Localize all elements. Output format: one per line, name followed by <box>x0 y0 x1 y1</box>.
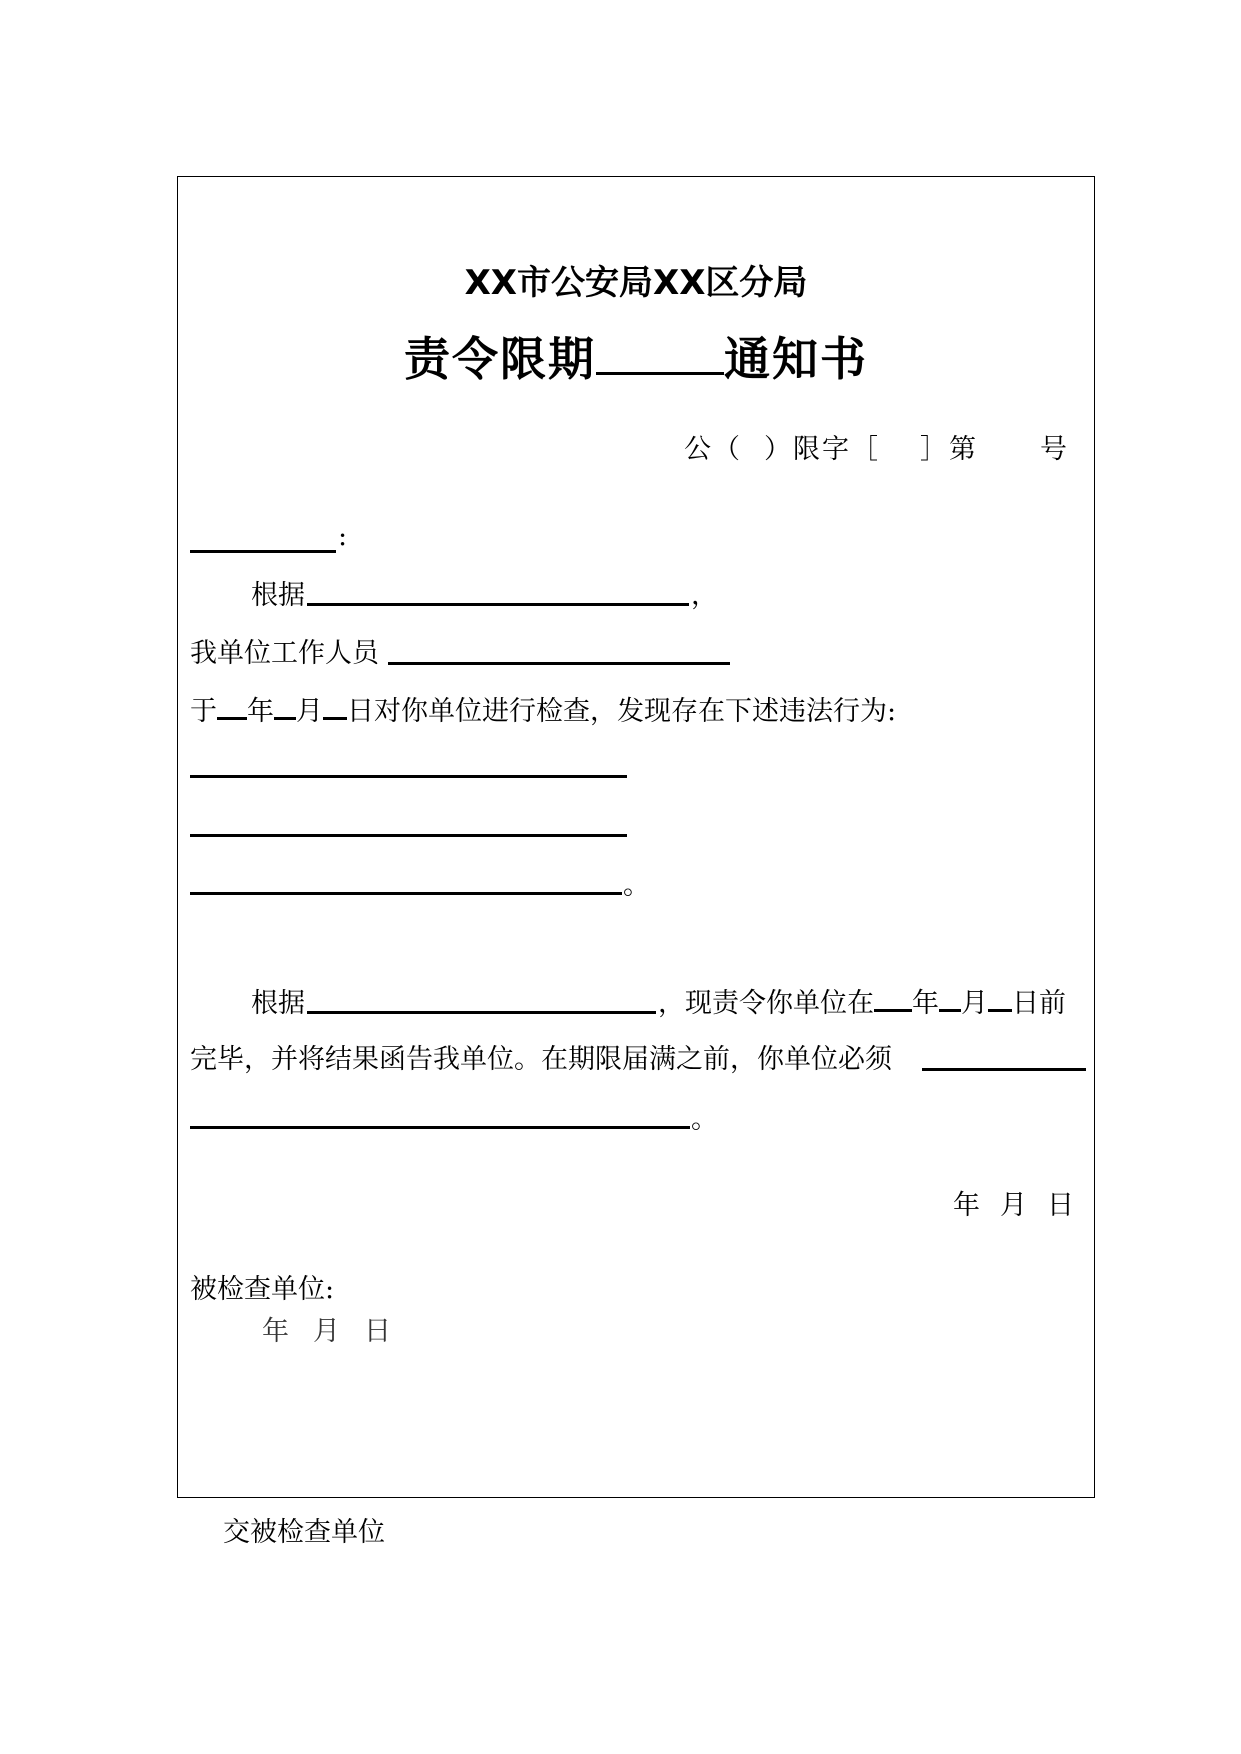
basis-prefix: 根据 <box>251 580 305 611</box>
title-left: 责令限期 <box>404 332 596 386</box>
docno-p3: ］第 <box>920 434 978 465</box>
inspection-date-line <box>190 689 896 728</box>
signature-date <box>262 1309 391 1348</box>
deadline-ri: 日前 <box>1012 988 1066 1019</box>
inspect-ri: 日对你单位进行检查，发现存在下述违法行为: <box>347 696 897 727</box>
basis-comma: ， <box>691 580 718 611</box>
issue-ri: 日 <box>1047 1190 1074 1221</box>
title-blank[interactable] <box>596 326 724 375</box>
order-mid: ，现责令你单位在 <box>658 988 874 1019</box>
sig-nian: 年 <box>262 1316 289 1347</box>
deadline-day-blank[interactable] <box>988 982 1012 1012</box>
requirement-blank-2[interactable] <box>190 1126 690 1129</box>
order-deadline-line <box>658 981 1066 1020</box>
delivery-note: 交被检查单位 <box>223 1517 385 1548</box>
violation-line-1[interactable] <box>190 775 627 778</box>
deadline-year-blank[interactable] <box>874 982 912 1012</box>
staff-prefix: 我单位工作人员 <box>190 638 379 669</box>
violation-period: 。 <box>623 870 650 901</box>
deadline-yue: 月 <box>961 988 988 1019</box>
inspect-yu: 于 <box>190 696 217 727</box>
inspect-yue: 月 <box>296 696 323 727</box>
deadline-nian: 年 <box>912 988 939 1019</box>
requirement-blank-1[interactable] <box>922 1068 1086 1071</box>
basis-blank[interactable] <box>307 603 689 606</box>
deadline-month-blank[interactable] <box>939 982 961 1012</box>
notice-form-frame <box>177 176 1095 1498</box>
docno-p4: 号 <box>1040 434 1069 465</box>
issue-nian: 年 <box>953 1190 980 1221</box>
issuing-authority: XX市公安局XX区分局 <box>464 263 808 303</box>
addressee-colon: : <box>338 521 348 552</box>
issue-date <box>953 1183 1074 1222</box>
inspect-day-blank[interactable] <box>323 690 347 720</box>
docno-p2: ）限字［ <box>764 434 880 465</box>
sig-ri: 日 <box>364 1316 391 1347</box>
order-basis-blank[interactable] <box>307 1011 656 1014</box>
document-number <box>684 427 1069 466</box>
violation-line-2[interactable] <box>190 834 627 837</box>
issue-yue: 月 <box>1000 1190 1027 1221</box>
order-basis-prefix: 根据 <box>251 988 305 1019</box>
inspected-unit-label: 被检查单位: <box>190 1274 335 1305</box>
docno-p1: 公（ <box>684 434 742 465</box>
sig-yue: 月 <box>313 1316 340 1347</box>
addressee-blank[interactable] <box>190 550 336 553</box>
title-right: 通知书 <box>724 332 868 386</box>
notice-title <box>178 323 1094 389</box>
inspect-month-blank[interactable] <box>274 690 296 720</box>
violation-line-3[interactable] <box>190 892 622 895</box>
inspect-year-blank[interactable] <box>217 690 247 720</box>
requirement-period: 。 <box>691 1104 718 1135</box>
completion-text: 完毕，并将结果函告我单位。在期限届满之前，你单位必须 <box>190 1044 892 1075</box>
inspect-nian: 年 <box>247 696 274 727</box>
staff-blank[interactable] <box>388 662 730 665</box>
